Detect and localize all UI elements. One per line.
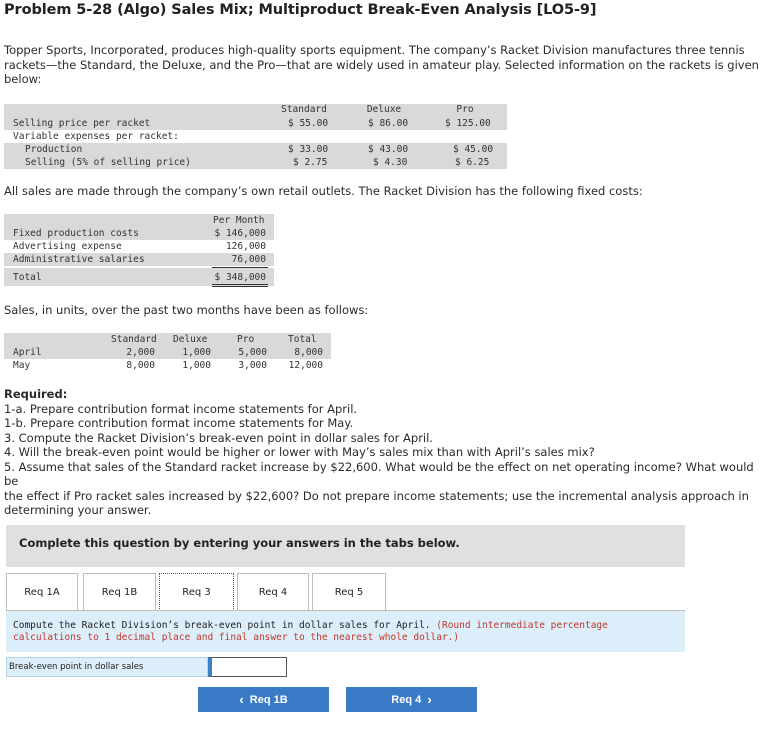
required-item: 1-b. Prepare contribution format income statements for May. [4, 416, 354, 430]
cell: $ 146,000 [214, 228, 266, 239]
rounding-note: (Round intermediate percentage calculations to 1 decimal place and final answer to the nearest whole dollar.) [13, 620, 608, 643]
tab-req-3[interactable]: Req 3 [159, 573, 234, 611]
next-button[interactable] [346, 687, 477, 712]
next-button-label: Req 4 [391, 693, 422, 706]
col-header-total: Total [288, 334, 317, 345]
cell: 5,000 [238, 347, 267, 358]
cell: 126,000 [225, 241, 266, 252]
cell: 8,000 [294, 347, 323, 358]
row-label: Variable expenses per racket: [13, 131, 179, 142]
prev-button-label: Req 1B [249, 693, 288, 706]
row-label: Advertising expense [13, 241, 122, 252]
cell: $ 33.00 [288, 144, 329, 155]
cell: 2,000 [126, 347, 155, 358]
required-item: 4. Will the break-even point would be higher or lower with May’s sales mix than with April’s sales mix? [4, 445, 595, 459]
total-value: $ 348,000 [214, 272, 266, 283]
row-label: Selling price per racket [13, 118, 151, 129]
intro-paragraph [4, 43, 759, 87]
row-label: April [13, 347, 42, 358]
required-section [4, 387, 771, 518]
cell: $ 4.30 [373, 157, 408, 168]
cell: $ 43.00 [368, 144, 409, 155]
row-label: Fixed production costs [13, 228, 139, 239]
answer-row [6, 657, 287, 677]
col-header-standard: Standard [111, 334, 157, 345]
col-header-pro: Pro [237, 334, 255, 345]
instruction-text: Compute the Racket Division’s break-even point in dollar sales for April. [13, 620, 431, 631]
row-label: Selling (5% of selling price) [25, 157, 191, 168]
intro-line: below: [4, 72, 42, 86]
cell: 76,000 [231, 254, 266, 265]
required-item: 3. Compute the Racket Division’s break-even point in dollar sales for April. [4, 430, 433, 445]
required-item: the effect if Pro racket sales increased by $22,600? Do not prepare income statements; use the incremental analysis approach in [4, 488, 749, 503]
tab-req-1b[interactable]: Req 1B [83, 573, 156, 611]
cell: 1,000 [182, 347, 211, 358]
instructions-banner [6, 525, 685, 567]
row-label: Production [25, 144, 83, 155]
cell: $ 6.25 [455, 157, 490, 168]
cell: 12,000 [288, 360, 323, 371]
prev-button[interactable] [198, 687, 329, 712]
col-header-per-month: Per Month [213, 215, 265, 226]
cell: $ 2.75 [293, 157, 328, 168]
tab-req-1a[interactable]: Req 1A [6, 573, 78, 611]
intro-line: Topper Sports, Incorporated, produces high-quality sports equipment. The company’s Racket Division manufactures three tennis [4, 43, 745, 57]
required-item: 1-a. Prepare contribution format income statements for April. [4, 401, 358, 416]
required-heading: Required: [4, 387, 68, 401]
chevron-right-icon: › [427, 692, 432, 707]
col-header-deluxe: Deluxe [366, 104, 402, 115]
cell: 3,000 [238, 360, 267, 371]
cell: $ 86.00 [368, 118, 409, 129]
question-instruction [6, 611, 685, 652]
cell: 1,000 [182, 360, 211, 371]
answer-label: Break-even point in dollar sales [6, 657, 208, 677]
sales-intro: Sales, in units, over the past two months have been as follows: [4, 303, 369, 317]
required-item: 5. Assume that sales of the Standard racket increase by $22,600. What would be the effect on net operating income? What would be [4, 459, 754, 488]
cell: 8,000 [126, 360, 155, 371]
cell: $ 55.00 [288, 118, 329, 129]
page-title: Problem 5-28 (Algo) Sales Mix; Multiproduct Break-Even Analysis [LO5-9] [4, 2, 597, 18]
col-header-deluxe: Deluxe [173, 334, 208, 345]
chevron-left-icon: ‹ [239, 692, 244, 707]
fixed-costs-intro: All sales are made through the company’s own retail outlets. The Racket Division has the following fixed costs: [4, 184, 643, 198]
break-even-input[interactable] [208, 657, 287, 677]
tab-req-5[interactable]: Req 5 [312, 573, 386, 611]
col-header-pro: Pro [456, 104, 474, 115]
required-item: determining your answer. [4, 503, 152, 517]
tab-req-4[interactable]: Req 4 [237, 573, 309, 611]
col-header-standard: Standard [281, 104, 327, 115]
banner-text: Complete this question by entering your answers in the tabs below. [19, 536, 460, 550]
total-label: Total [13, 272, 42, 283]
row-label: Administrative salaries [13, 254, 145, 265]
row-label: May [13, 360, 31, 371]
cell: $ 45.00 [453, 144, 494, 155]
intro-line: rackets—the Standard, the Deluxe, and the Pro—that are widely used in amateur play. Selected information on the rackets is given [4, 57, 759, 72]
cell: $ 125.00 [445, 118, 491, 129]
